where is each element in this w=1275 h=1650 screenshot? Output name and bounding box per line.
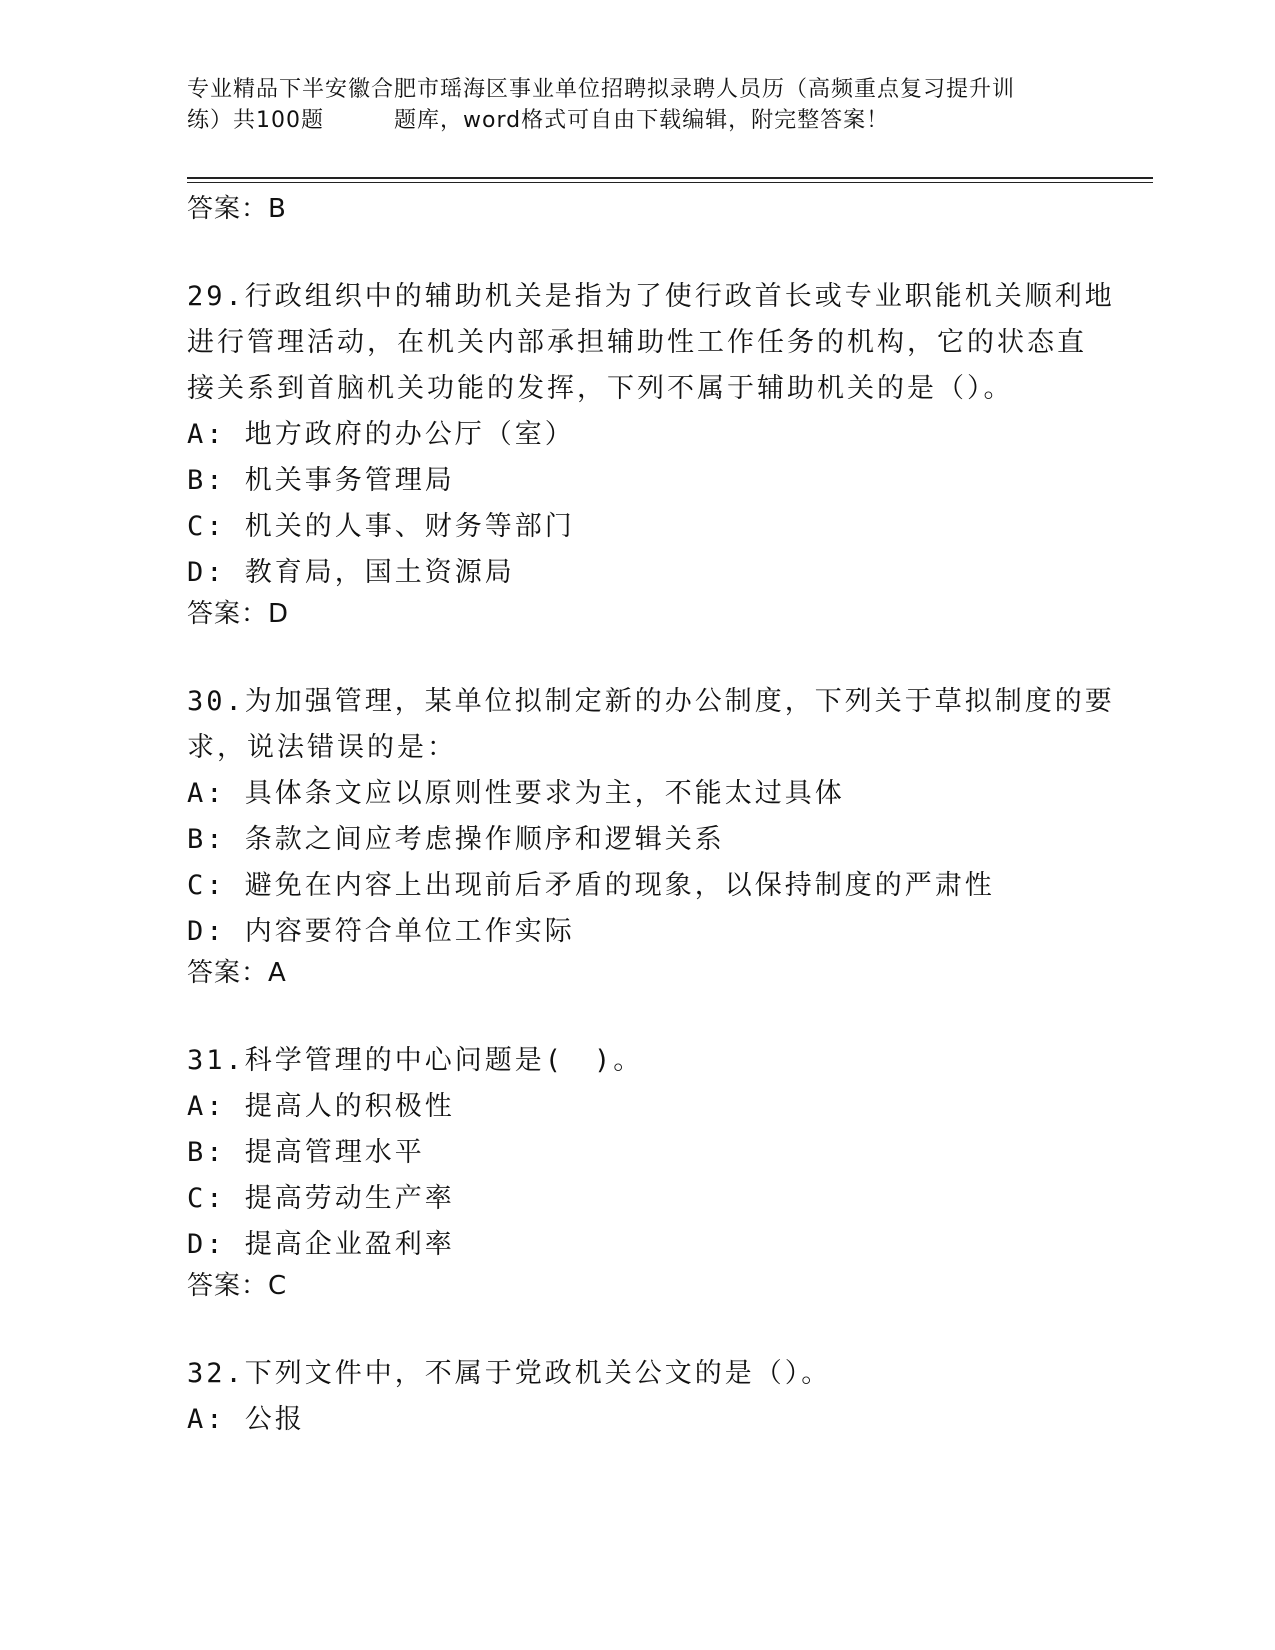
question-text-line: 29.行政组织中的辅助机关是指为了使行政首长或专业职能机关顺利地 [187, 281, 1115, 312]
option-b: B: 提高管理水平 [187, 1137, 425, 1168]
option-c: C: 机关的人事、财务等部门 [187, 511, 575, 542]
question-text-line: 32.下列文件中，不属于党政机关公文的是（）。 [187, 1358, 832, 1389]
header-line-1: 专业精品下半安徽合肥市瑶海区事业单位招聘拟录聘人员历（高频重点复习提升训 [187, 77, 1016, 102]
question-text-line: 31.科学管理的中心问题是( )。 [187, 1045, 644, 1076]
question-32 [187, 1351, 1117, 1443]
question-list [187, 191, 1117, 1443]
answer: 答案：A [187, 958, 287, 988]
header-line-2 [187, 105, 1087, 136]
header-divider-thick [187, 177, 1153, 179]
answer: 答案：C [187, 1271, 288, 1301]
option-b: B: 机关事务管理局 [187, 465, 455, 496]
question-29 [187, 274, 1117, 632]
option-a: A: 具体条文应以原则性要求为主，不能太过具体 [187, 778, 845, 809]
previous-answer: 答案：B [187, 194, 287, 224]
option-b: B: 条款之间应考虑操作顺序和逻辑关系 [187, 824, 725, 855]
option-a: A: 提高人的积极性 [187, 1091, 455, 1122]
header-line-2-part-b: 题库，word格式可自由下载编辑，附完整答案！ [394, 108, 890, 133]
option-d: D: 内容要符合单位工作实际 [187, 916, 575, 947]
question-31 [187, 1038, 1117, 1304]
document-header [187, 74, 1087, 136]
question-text-line: 30.为加强管理，某单位拟制定新的办公制度，下列关于草拟制度的要 [187, 686, 1115, 717]
option-a: A: 地方政府的办公厅（室） [187, 419, 575, 450]
answer: 答案：D [187, 599, 290, 629]
option-c: C: 提高劳动生产率 [187, 1183, 455, 1214]
option-d: D: 提高企业盈利率 [187, 1229, 455, 1260]
option-a: A: 公报 [187, 1404, 305, 1435]
question-text-line: 进行管理活动，在机关内部承担辅助性工作任务的机构，它的状态直 [187, 327, 1087, 358]
header-divider-thin [187, 182, 1153, 183]
option-c: C: 避免在内容上出现前后矛盾的现象，以保持制度的严肃性 [187, 870, 995, 901]
question-30 [187, 679, 1117, 991]
question-text-line: 接关系到首脑机关功能的发挥，下列不属于辅助机关的是（）。 [187, 373, 1014, 404]
header-line-2-part-a: 练）共100题 [187, 108, 324, 133]
option-d: D: 教育局，国土资源局 [187, 557, 515, 588]
question-text-line: 求，说法错误的是： [187, 732, 457, 763]
